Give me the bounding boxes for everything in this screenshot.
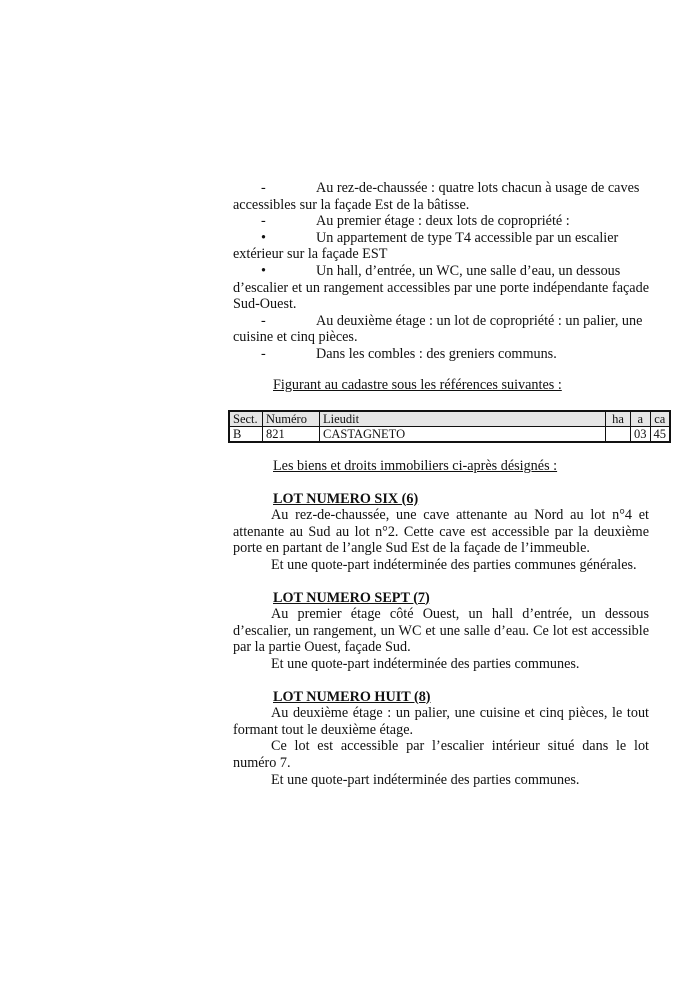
list-item-text: Un hall, d’entrée, un WC, une salle d’eau, un dessous [316,262,621,279]
column-header: ca [650,411,670,427]
column-header: Lieudit [320,411,606,427]
lot-paragraph: Et une quote-part indéterminée des parties communes générales. [271,556,637,573]
lot-7 [233,590,649,673]
column-header: Numéro [263,411,320,427]
table-cell: B [229,427,263,443]
lot-paragraph: Au rez-de-chaussée, une cave attenante au Nord au lot n°4 et attenante au Sud au lot n°2. Cette cave est accessible par la deuxième porte en partant de l’angle Sud Est de la façade de l’immeuble. [233,507,649,557]
column-header: a [631,411,651,427]
list-item-continuation: extérieur sur la façade EST [233,246,388,263]
list-item-text: Au deuxième étage : un lot de copropriété : un palier, une [316,312,643,329]
list-item [233,213,649,230]
table-cell: 03 [631,427,651,443]
list-item [233,346,649,363]
list-item-text: Un appartement de type T4 accessible par un escalier [316,229,619,246]
table-cell: 45 [650,427,670,443]
dash-marker: - [261,213,266,230]
lot-6 [233,491,649,574]
lot-title: LOT NUMERO SIX (6) [273,490,419,507]
list-item-text: Dans les combles : des greniers communs. [316,345,557,362]
lot-title: LOT NUMERO SEPT (7) [273,589,430,606]
list-item-continuation: accessibles sur la façade Est de la bâtisse. [233,196,470,213]
list-item [233,180,649,197]
list-item [233,230,649,247]
lot-paragraph: Au premier étage côté Ouest, un hall d’entrée, un dessous d’escalier, un rangement, un WC et une salle d’eau. Ce lot est accessible par la partie Ouest, façade Sud. [233,606,649,656]
dash-marker: - [261,345,266,362]
table-header-row [229,411,670,427]
table-cell: CASTAGNETO [320,427,606,443]
list-item [233,263,649,280]
lot-paragraph: Et une quote-part indéterminée des parties communes. [271,771,580,788]
cadastre-heading: Figurant au cadastre sous les références suivantes : [273,376,562,393]
biens-heading: Les biens et droits immobiliers ci-après désignés : [273,458,558,474]
lots-section [233,458,649,788]
table-cell: 821 [263,427,320,443]
column-header: ha [606,411,631,427]
building-description [233,180,649,363]
list-item-text: Au rez-de-chaussée : quatre lots chacun à usage de caves [316,180,640,196]
list-item-text: Au premier étage : deux lots de copropriété : [316,213,570,230]
list-item-continuation: cuisine et cinq pièces. [233,329,358,346]
document-page [233,180,649,393]
dash-marker: - [261,180,266,196]
list-item [233,313,649,330]
lot-paragraph: Et une quote-part indéterminée des parties communes. [271,655,580,672]
table-row [229,427,670,443]
lot-paragraph: Au deuxième étage : un palier, une cuisine et cinq pièces, le tout formant tout le deuxième étage. [233,705,649,738]
bullet-marker: • [261,262,266,279]
bullet-marker: • [261,229,266,246]
lot-title: LOT NUMERO HUIT (8) [273,688,431,705]
dash-marker: - [261,312,266,329]
table-cell [606,427,631,443]
column-header: Sect. [229,411,263,427]
cadastre-table [228,410,671,443]
lot-paragraph: Ce lot est accessible par l’escalier intérieur situé dans le lot numéro 7. [233,738,649,771]
list-item-continuation: d’escalier et un rangement accessibles par une porte indépendante façade Sud-Ouest. [233,279,649,313]
lot-8 [233,689,649,789]
